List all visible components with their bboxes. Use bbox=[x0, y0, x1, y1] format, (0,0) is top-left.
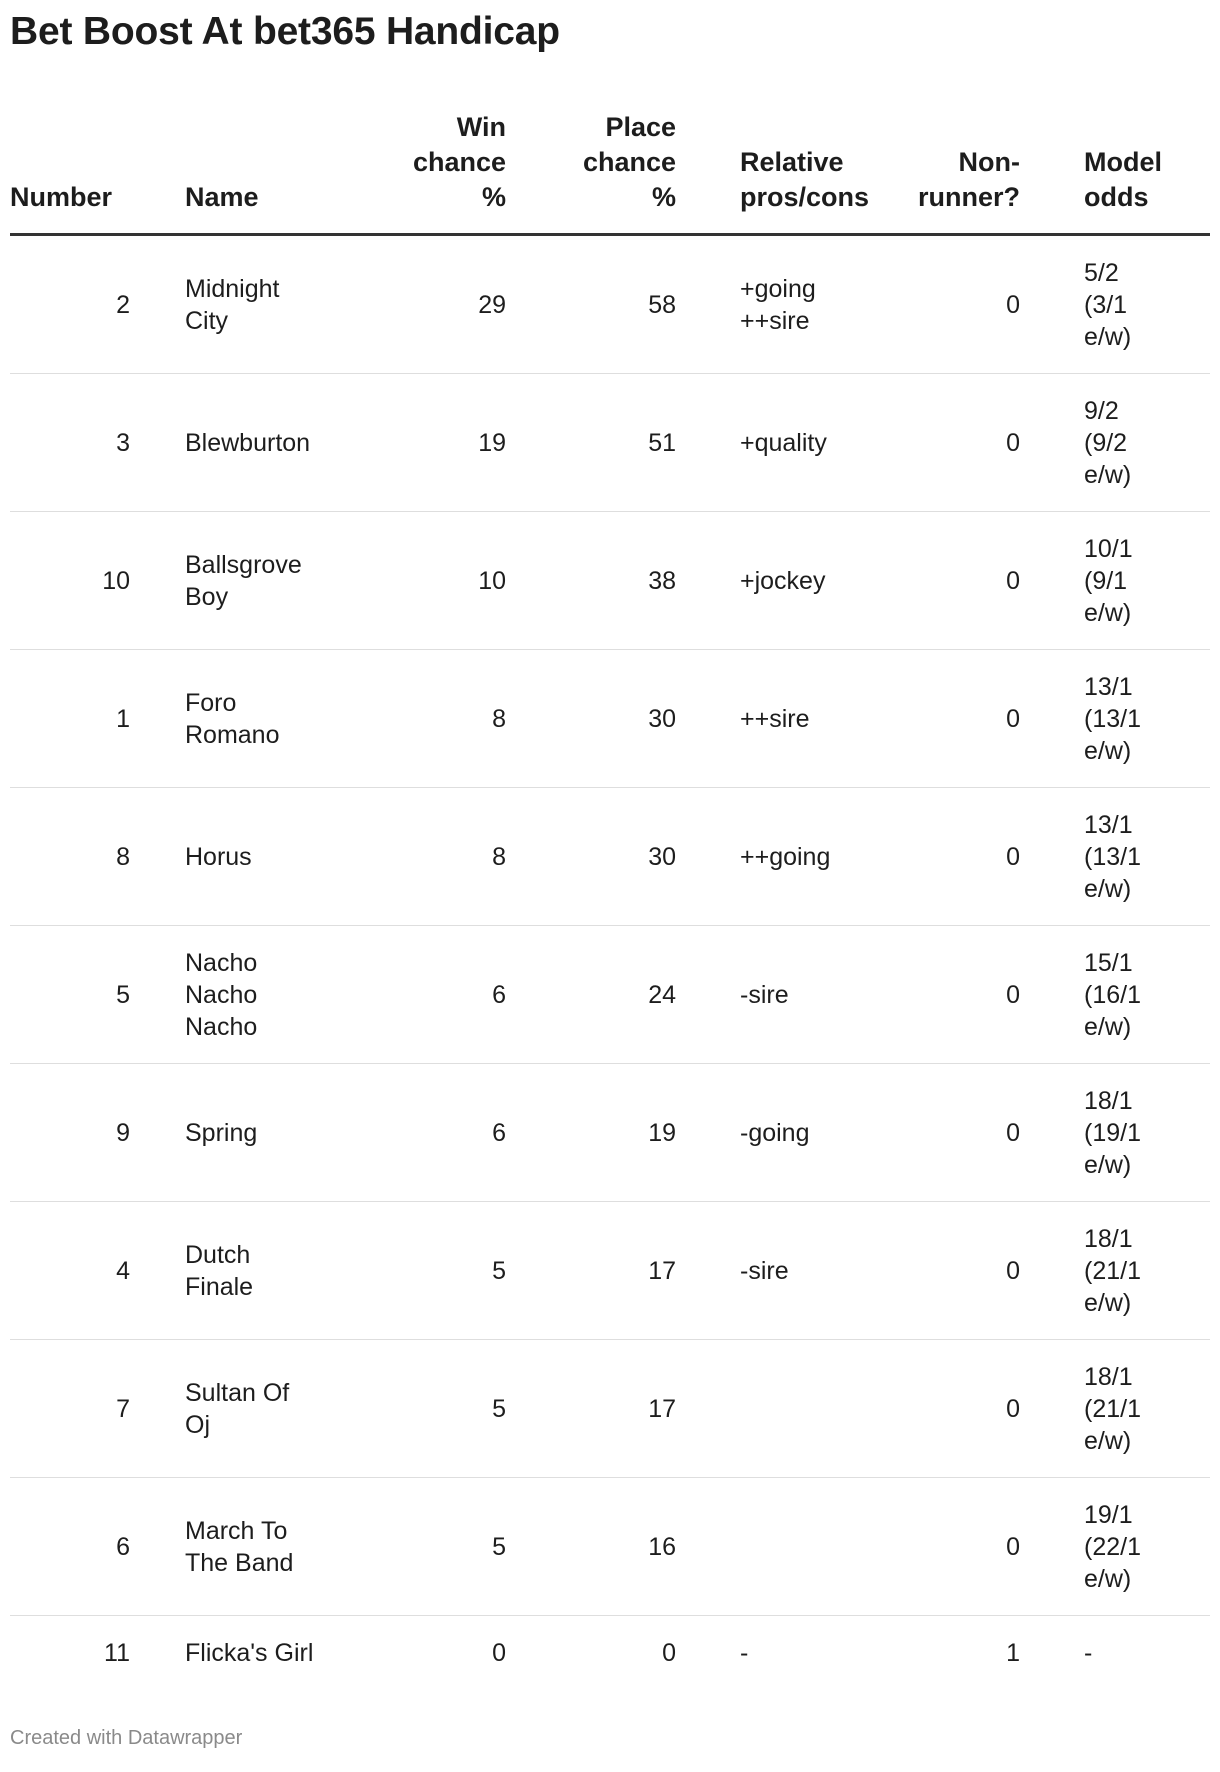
cell-model-odds: 18/1 (21/1 e/w) bbox=[1020, 1340, 1210, 1478]
table-row bbox=[10, 1340, 1210, 1478]
cell-name: Dutch Finale bbox=[185, 1202, 377, 1340]
cell-model-odds: 15/1 (16/1 e/w) bbox=[1020, 926, 1210, 1064]
cell-name: Horus bbox=[185, 788, 377, 926]
cell-non-runner: 0 bbox=[896, 926, 1020, 1064]
header-win-chance[interactable]: Win chance % bbox=[377, 110, 506, 235]
cell-pros-cons: -sire bbox=[676, 926, 896, 1064]
cell-non-runner: 1 bbox=[1006, 1639, 1020, 1667]
cell-place-chance: 0 bbox=[662, 1639, 676, 1667]
cell-model-odds: 19/1 (22/1 e/w) bbox=[1020, 1478, 1210, 1616]
cell-name: Midnight City bbox=[185, 235, 377, 374]
cell-place-chance: 38 bbox=[506, 512, 676, 650]
header-name[interactable]: Name bbox=[185, 110, 377, 235]
cell-number: 11 bbox=[104, 1639, 130, 1667]
cell-number: 10 bbox=[10, 512, 185, 650]
cell-model-odds: 18/1 (21/1 e/w) bbox=[1020, 1202, 1210, 1340]
cell-place-chance: 17 bbox=[506, 1202, 676, 1340]
cell-pros-cons: +jockey bbox=[676, 512, 896, 650]
cell-place-chance: 19 bbox=[506, 1064, 676, 1202]
header-number[interactable]: Number bbox=[10, 110, 185, 235]
cell-model-odds: 9/2 (9/2 e/w) bbox=[1020, 374, 1210, 512]
cell-name: Flicka's Girl bbox=[185, 1639, 314, 1667]
cell-non-runner: 0 bbox=[896, 512, 1020, 650]
chart-title: Bet Boost At bet365 Handicap bbox=[10, 10, 560, 53]
cell-name: Nacho Nacho Nacho bbox=[185, 926, 377, 1064]
header-model-odds[interactable]: Model odds bbox=[1020, 110, 1210, 235]
cell-number: 1 bbox=[10, 650, 185, 788]
cell-pros-cons: -sire bbox=[676, 1202, 896, 1340]
cell-model-odds: - bbox=[1084, 1639, 1093, 1667]
header-non-runner[interactable]: Non- runner? bbox=[896, 110, 1020, 235]
cell-win-chance: 5 bbox=[377, 1340, 506, 1478]
cell-model-odds: 5/2 (3/1 e/w) bbox=[1020, 235, 1210, 374]
cell-place-chance: 16 bbox=[506, 1478, 676, 1616]
cell-name: Spring bbox=[185, 1064, 377, 1202]
cell-number: 3 bbox=[10, 374, 185, 512]
cell-win-chance: 8 bbox=[377, 650, 506, 788]
table-row bbox=[10, 1616, 1210, 1691]
cell-number: 6 bbox=[10, 1478, 185, 1616]
header-place-chance[interactable]: Place chance % bbox=[506, 110, 676, 235]
cell-win-chance: 10 bbox=[377, 512, 506, 650]
table-row bbox=[10, 1478, 1210, 1616]
cell-pros-cons bbox=[676, 1478, 896, 1616]
cell-non-runner: 0 bbox=[896, 788, 1020, 926]
cell-non-runner: 0 bbox=[896, 1478, 1020, 1616]
table-row bbox=[10, 650, 1210, 788]
cell-place-chance: 24 bbox=[506, 926, 676, 1064]
cell-place-chance: 51 bbox=[506, 374, 676, 512]
cell-non-runner: 0 bbox=[896, 235, 1020, 374]
cell-name: March To The Band bbox=[185, 1478, 377, 1616]
cell-place-chance: 17 bbox=[506, 1340, 676, 1478]
cell-pros-cons: ++going bbox=[676, 788, 896, 926]
cell-name: Sultan Of Oj bbox=[185, 1340, 377, 1478]
cell-non-runner: 0 bbox=[896, 374, 1020, 512]
table-row bbox=[10, 512, 1210, 650]
table-row bbox=[10, 374, 1210, 512]
cell-win-chance: 6 bbox=[377, 926, 506, 1064]
cell-non-runner: 0 bbox=[896, 1340, 1020, 1478]
cell-name: Blewburton bbox=[185, 374, 377, 512]
cell-place-chance: 30 bbox=[506, 650, 676, 788]
cell-win-chance: 5 bbox=[377, 1202, 506, 1340]
cell-place-chance: 30 bbox=[506, 788, 676, 926]
cell-win-chance: 5 bbox=[377, 1478, 506, 1616]
cell-pros-cons: - bbox=[740, 1639, 749, 1667]
cell-model-odds: 13/1 (13/1 e/w) bbox=[1020, 788, 1210, 926]
datawrapper-credit: Created with Datawrapper bbox=[10, 1727, 243, 1749]
table-row bbox=[10, 926, 1210, 1064]
cell-number: 5 bbox=[10, 926, 185, 1064]
cell-place-chance: 58 bbox=[506, 235, 676, 374]
cell-win-chance: 8 bbox=[377, 788, 506, 926]
cell-model-odds: 13/1 (13/1 e/w) bbox=[1020, 650, 1210, 788]
cell-number: 9 bbox=[10, 1064, 185, 1202]
cell-win-chance: 6 bbox=[377, 1064, 506, 1202]
odds-table bbox=[10, 110, 1210, 1690]
cell-number: 7 bbox=[10, 1340, 185, 1478]
table-row bbox=[10, 788, 1210, 926]
cell-win-chance: 29 bbox=[377, 235, 506, 374]
cell-pros-cons: ++sire bbox=[676, 650, 896, 788]
header-pros-cons[interactable]: Relative pros/cons bbox=[676, 110, 896, 235]
cell-non-runner: 0 bbox=[896, 650, 1020, 788]
table-row bbox=[10, 1202, 1210, 1340]
cell-non-runner: 0 bbox=[896, 1202, 1020, 1340]
cell-number: 4 bbox=[10, 1202, 185, 1340]
cell-name: Ballsgrove Boy bbox=[185, 512, 377, 650]
table-row bbox=[10, 1064, 1210, 1202]
cell-non-runner: 0 bbox=[896, 1064, 1020, 1202]
cell-number: 2 bbox=[10, 235, 185, 374]
cell-win-chance: 19 bbox=[377, 374, 506, 512]
table-body bbox=[10, 235, 1210, 1691]
cell-model-odds: 18/1 (19/1 e/w) bbox=[1020, 1064, 1210, 1202]
cell-pros-cons: +going ++sire bbox=[676, 235, 896, 374]
cell-win-chance: 0 bbox=[492, 1639, 506, 1667]
cell-name: Foro Romano bbox=[185, 650, 377, 788]
cell-pros-cons: -going bbox=[676, 1064, 896, 1202]
header-row bbox=[10, 110, 1210, 235]
cell-model-odds: 10/1 (9/1 e/w) bbox=[1020, 512, 1210, 650]
table-row bbox=[10, 235, 1210, 374]
cell-pros-cons: +quality bbox=[676, 374, 896, 512]
cell-number: 8 bbox=[10, 788, 185, 926]
cell-pros-cons bbox=[676, 1340, 896, 1478]
